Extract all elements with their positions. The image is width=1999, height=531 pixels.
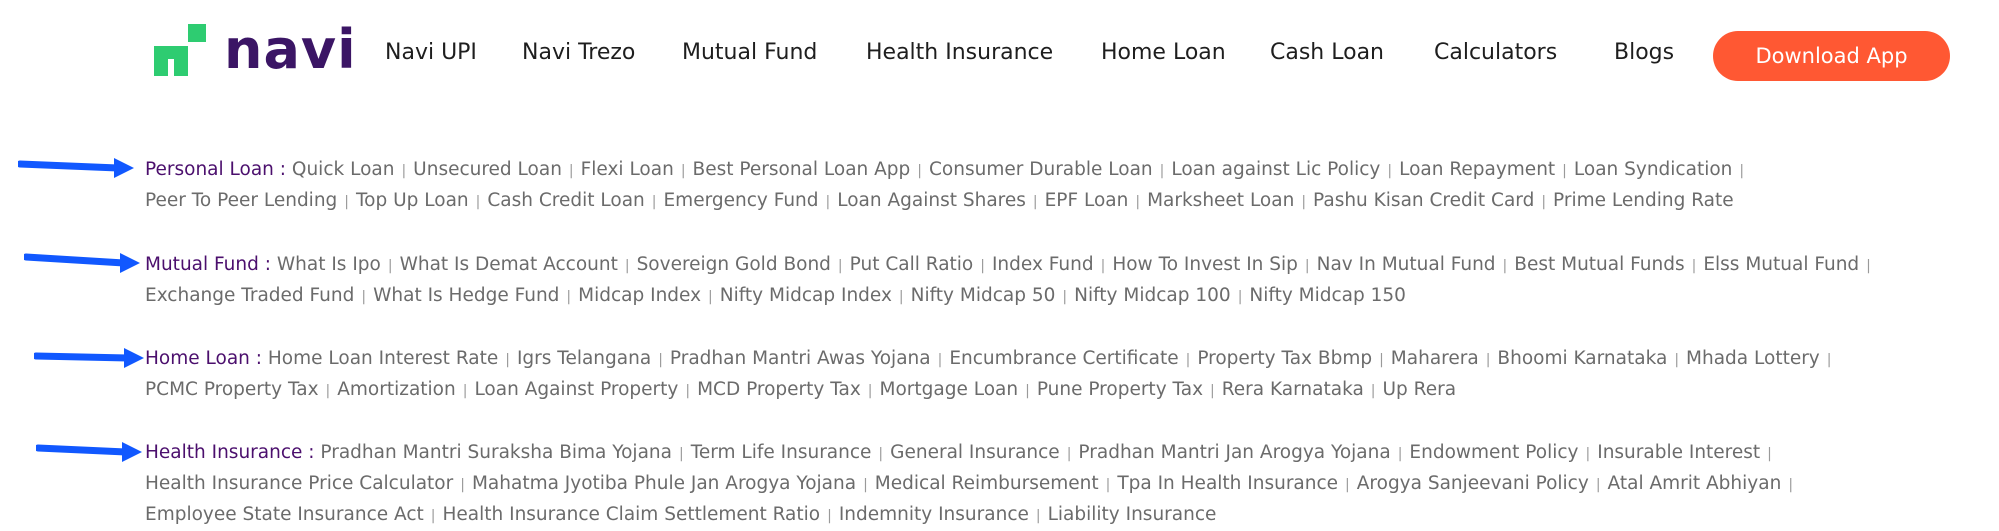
link-line — [145, 281, 1865, 312]
link-separator: | — [685, 383, 691, 399]
footer-link[interactable]: Loan Against Shares — [837, 190, 1026, 211]
footer-link[interactable]: Medical Reimbursement — [874, 473, 1099, 494]
link-line — [145, 375, 1865, 406]
nav-item-calculators[interactable]: Calculators — [1434, 40, 1558, 65]
link-line — [145, 155, 1865, 186]
footer-link[interactable]: Mahatma Jyotiba Phule Jan Arogya Yojana — [471, 473, 857, 494]
link-separator: | — [651, 194, 657, 210]
footer-link[interactable]: Loan against Lic Policy — [1171, 159, 1381, 180]
link-separator: | — [1210, 383, 1215, 399]
link-separator: | — [1370, 383, 1376, 399]
link-separator: | — [401, 163, 407, 179]
footer-link[interactable]: Pradhan Mantri Suraksha Bima Yojana — [320, 442, 672, 463]
link-separator: | — [1301, 194, 1307, 210]
nav-item-cash-loan[interactable]: Cash Loan — [1270, 40, 1384, 65]
footer-link[interactable]: Elss Mutual Fund — [1703, 254, 1860, 275]
link-separator: | — [1541, 194, 1547, 210]
footer-link[interactable]: Employee State Insurance Act — [145, 504, 424, 525]
link-separator: | — [566, 289, 572, 305]
link-separator: | — [898, 289, 904, 305]
link-section-personal-loan — [145, 155, 1865, 217]
link-separator: | — [825, 194, 831, 210]
link-separator: | — [1595, 477, 1601, 493]
link-separator: | — [460, 477, 465, 493]
nav-item-home-loan[interactable]: Home Loan — [1101, 40, 1226, 65]
footer-link[interactable]: What Is Demat Account — [399, 254, 618, 275]
link-line — [145, 250, 1871, 281]
footer-link[interactable]: Nifty Midcap 150 — [1249, 285, 1406, 306]
link-separator: | — [1866, 258, 1871, 274]
link-separator: | — [917, 163, 923, 179]
footer-link[interactable]: Maharera — [1390, 348, 1479, 369]
footer-link[interactable]: Loan Against Property — [474, 379, 679, 400]
link-section-home-loan — [145, 344, 1865, 406]
link-separator: | — [1485, 352, 1491, 368]
footer-link[interactable]: Peer To Peer Lending — [145, 190, 338, 211]
annotation-arrow-icon — [18, 154, 136, 182]
footer-link[interactable]: Unsecured Loan — [413, 159, 562, 180]
footer-link[interactable]: Index Fund — [991, 254, 1094, 275]
footer-link[interactable]: Top Up Loan — [356, 190, 469, 211]
footer-link[interactable]: General Insurance — [890, 442, 1060, 463]
category-label: Health Insurance : — [145, 442, 315, 463]
link-separator: | — [1826, 352, 1832, 368]
link-line — [145, 186, 1865, 217]
footer-link[interactable]: Best Personal Loan App — [692, 159, 911, 180]
link-separator: | — [387, 258, 393, 274]
footer-link[interactable]: Pradhan Mantri Awas Yojana — [669, 348, 931, 369]
footer-link[interactable]: Insurable Interest — [1597, 442, 1761, 463]
link-separator: | — [1387, 163, 1393, 179]
link-separator: | — [837, 258, 843, 274]
footer-link[interactable]: Health Insurance Claim Settlement Ratio — [442, 504, 821, 525]
footer-link[interactable]: Flexi Loan — [580, 159, 674, 180]
link-separator: | — [1100, 258, 1106, 274]
nav-item-health-insurance[interactable]: Health Insurance — [866, 40, 1054, 65]
footer-link[interactable]: Liability Insurance — [1047, 504, 1217, 525]
link-separator: | — [980, 258, 985, 274]
footer-link[interactable]: Igrs Telangana — [516, 348, 652, 369]
footer-link[interactable]: Loan Syndication — [1573, 159, 1733, 180]
footer-link[interactable]: Endowment Policy — [1409, 442, 1579, 463]
link-separator: | — [1345, 477, 1350, 493]
footer-link[interactable]: Up Rera — [1382, 379, 1457, 400]
link-separator: | — [1562, 163, 1567, 179]
link-separator: | — [1502, 258, 1508, 274]
link-separator: | — [462, 383, 468, 399]
footer-link[interactable]: Property Tax Bbmp — [1197, 348, 1373, 369]
link-line — [145, 500, 1865, 531]
link-separator: | — [568, 163, 574, 179]
annotation-arrow-icon — [36, 438, 144, 466]
footer-link[interactable]: Atal Amrit Abhiyan — [1607, 473, 1782, 494]
link-section-mutual-fund — [145, 250, 1871, 312]
footer-link[interactable]: Bhoomi Karnataka — [1497, 348, 1668, 369]
footer-link[interactable]: Amortization — [337, 379, 456, 400]
nav-item-navi-trezo[interactable]: Navi Trezo — [522, 40, 636, 65]
nav-item-mutual-fund[interactable]: Mutual Fund — [682, 40, 818, 65]
footer-link[interactable]: Term Life Insurance — [690, 442, 872, 463]
link-separator: | — [1062, 289, 1068, 305]
footer-link[interactable]: Nifty Midcap 100 — [1074, 285, 1231, 306]
footer-link[interactable]: Pradhan Mantri Jan Arogya Yojana — [1078, 442, 1391, 463]
footer-link[interactable]: Consumer Durable Loan — [929, 159, 1153, 180]
footer-link[interactable]: Nifty Midcap Index — [719, 285, 892, 306]
footer-link[interactable]: Arogya Sanjeevani Policy — [1356, 473, 1589, 494]
footer-link[interactable]: Loan Repayment — [1399, 159, 1556, 180]
navi-logo-mark-icon — [154, 24, 206, 76]
nav-item-blogs[interactable]: Blogs — [1614, 40, 1675, 65]
footer-link[interactable]: EPF Loan — [1044, 190, 1129, 211]
link-separator: | — [1397, 446, 1403, 462]
link-separator: | — [325, 383, 331, 399]
link-separator: | — [678, 446, 684, 462]
link-section-health-insurance — [145, 438, 1865, 531]
link-separator: | — [1135, 194, 1141, 210]
link-separator: | — [430, 508, 436, 524]
link-separator: | — [1066, 446, 1072, 462]
link-separator: | — [1739, 163, 1745, 179]
footer-link[interactable]: Tpa In Health Insurance — [1117, 473, 1339, 494]
link-separator: | — [680, 163, 686, 179]
footer-link[interactable]: Exchange Traded Fund — [145, 285, 355, 306]
link-separator: | — [658, 352, 663, 368]
footer-link[interactable]: Home Loan Interest Rate — [267, 348, 499, 369]
footer-link[interactable]: PCMC Property Tax — [145, 379, 319, 400]
link-separator: | — [1035, 508, 1041, 524]
footer-link[interactable]: Pashu Kisan Credit Card — [1313, 190, 1535, 211]
link-separator: | — [1105, 477, 1111, 493]
footer-link[interactable]: Put Call Ratio — [849, 254, 974, 275]
footer-link[interactable]: Mortgage Loan — [879, 379, 1019, 400]
annotation-arrow-icon — [24, 249, 142, 277]
link-separator: | — [1767, 446, 1772, 462]
site-header — [0, 0, 1999, 112]
download-app-button[interactable]: Download App — [1713, 31, 1950, 81]
link-separator: | — [827, 508, 832, 524]
footer-link[interactable]: MCD Property Tax — [697, 379, 861, 400]
link-separator: | — [344, 194, 350, 210]
footer-link[interactable]: Health Insurance Price Calculator — [145, 473, 454, 494]
navi-logo[interactable] — [154, 18, 357, 81]
link-separator: | — [1032, 194, 1038, 210]
category-label: Mutual Fund : — [145, 254, 271, 275]
footer-link[interactable]: Nav In Mutual Fund — [1316, 254, 1496, 275]
link-separator: | — [863, 477, 868, 493]
footer-link[interactable]: Encumbrance Certificate — [949, 348, 1179, 369]
footer-link[interactable]: Sovereign Gold Bond — [636, 254, 831, 275]
footer-link[interactable]: Nifty Midcap 50 — [910, 285, 1056, 306]
navi-logo-wordmark: navi — [224, 18, 357, 81]
footer-link[interactable]: Quick Loan — [291, 159, 395, 180]
footer-link[interactable]: What Is Ipo — [276, 254, 381, 275]
footer-link[interactable]: Prime Lending Rate — [1553, 190, 1734, 211]
link-separator: | — [1237, 289, 1243, 305]
nav-item-navi-upi[interactable]: Navi UPI — [385, 40, 477, 65]
link-separator: | — [1585, 446, 1591, 462]
footer-link[interactable]: How To Invest In Sip — [1112, 254, 1298, 275]
link-separator: | — [867, 383, 873, 399]
link-separator: | — [624, 258, 630, 274]
footer-link[interactable]: Indemnity Insurance — [838, 504, 1029, 525]
link-separator: | — [361, 289, 367, 305]
category-label: Home Loan : — [145, 348, 262, 369]
footer-link[interactable]: Emergency Fund — [663, 190, 819, 211]
footer-link[interactable]: Best Mutual Funds — [1514, 254, 1685, 275]
link-separator: | — [1159, 163, 1165, 179]
category-label: Personal Loan : — [145, 159, 286, 180]
footer-link[interactable]: Cash Credit Loan — [487, 190, 645, 211]
link-separator: | — [505, 352, 510, 368]
link-separator: | — [878, 446, 884, 462]
footer-link[interactable]: Marksheet Loan — [1147, 190, 1295, 211]
footer-link[interactable]: Rera Karnataka — [1221, 379, 1364, 400]
link-separator: | — [1185, 352, 1191, 368]
link-separator: | — [1691, 258, 1697, 274]
link-separator: | — [475, 194, 481, 210]
link-line — [145, 469, 1865, 500]
footer-link[interactable]: Mhada Lottery — [1686, 348, 1820, 369]
link-separator: | — [1304, 258, 1310, 274]
link-separator: | — [937, 352, 943, 368]
link-separator: | — [1025, 383, 1030, 399]
footer-link[interactable]: Pune Property Tax — [1036, 379, 1204, 400]
link-line — [145, 344, 1865, 375]
link-separator: | — [708, 289, 713, 305]
link-separator: | — [1788, 477, 1794, 493]
annotation-arrow-icon — [34, 344, 146, 372]
link-separator: | — [1379, 352, 1384, 368]
link-line — [145, 438, 1865, 469]
footer-link[interactable]: Midcap Index — [578, 285, 702, 306]
footer-link[interactable]: What Is Hedge Fund — [373, 285, 560, 306]
link-separator: | — [1674, 352, 1680, 368]
